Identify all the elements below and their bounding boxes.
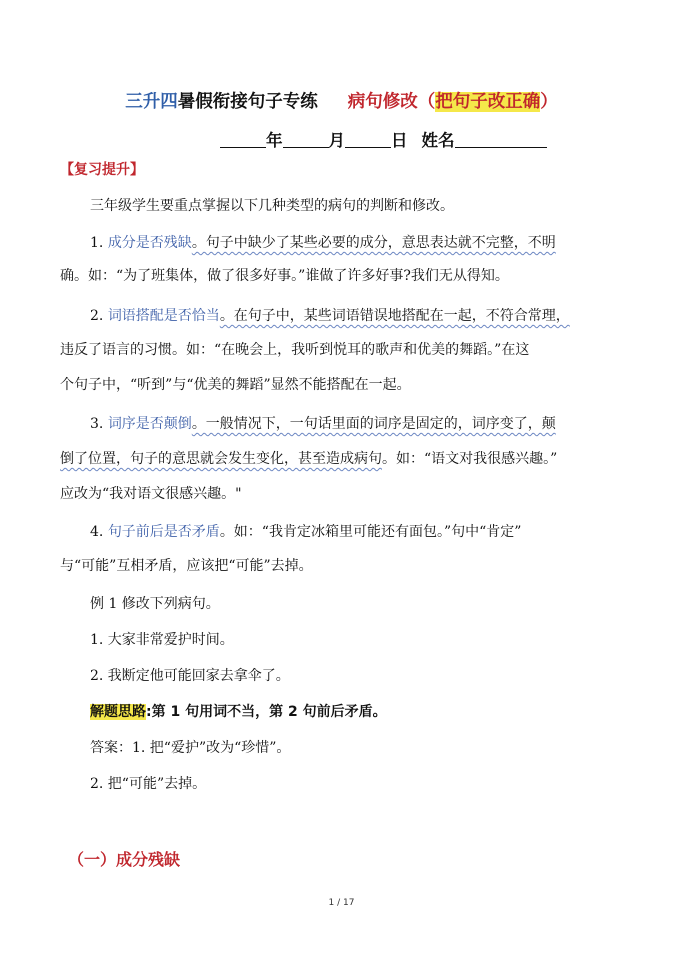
item3-key: 词序是否颠倒 [107, 416, 192, 432]
item3-line2 [60, 449, 557, 470]
title-close: ） [540, 92, 558, 112]
name-label: 姓名 [421, 131, 455, 150]
item4-number: 4. [90, 524, 108, 540]
review-heading: 【复习提升】 [60, 162, 144, 178]
month-blank [283, 131, 329, 148]
item3-text2-wavy: 倒了位置，句子的意思就会发生变化，甚至造成病句 [60, 451, 382, 467]
item4-line1 [90, 522, 521, 543]
date-name-line [220, 127, 547, 151]
item4-line2 [60, 556, 313, 577]
item1-rest: 。句子中缺少了某些必要的成分，意思表达就不完整，不明 [191, 235, 556, 251]
section-heading: （一）成分残缺 [68, 850, 181, 869]
item3-rest: 。一般情况下，一句话里面的词序是固定的，词序变了，颠 [191, 416, 556, 432]
item1-line1 [90, 233, 556, 254]
year-blank [220, 131, 266, 148]
title-highlight: 把句子改正确 [435, 92, 541, 112]
item2-text2: 违反了语言的习惯。如：“在晚会上，我听到悦耳的歌声和优美的舞蹈。”在这 [60, 342, 530, 358]
item3-line3 [60, 484, 242, 505]
item2-rest: 。在句子中，某些词语错误地搭配在一起，不符合常理， [219, 308, 570, 324]
month-label: 月 [328, 131, 345, 150]
item2-line2 [60, 340, 529, 361]
example-q1: 1. 大家非常爱护时间。 [90, 632, 234, 648]
title-subject: 病句修改（ [347, 92, 436, 112]
item1-line2 [60, 266, 509, 287]
item3-text2-rest: 。如：“语文对我很感兴趣。” [382, 451, 558, 467]
example-title: 例 1 修改下列病句。 [90, 596, 220, 612]
intro-text: 三年级学生要重点掌握以下几种类型的病句的判断和修改。 [90, 198, 454, 214]
item3-text3: 应改为“我对语文很感兴趣。" [60, 486, 242, 502]
title-topic: 暑假衔接句子专练 [177, 92, 318, 112]
name-blank [455, 131, 547, 148]
day-label: 日 [391, 131, 408, 150]
item2-key: 词语搭配是否恰当 [107, 308, 220, 324]
answer-1: 答案：1. 把“爱护”改为“珍惜”。 [90, 740, 291, 756]
page-title [0, 88, 683, 113]
item2-line1 [90, 306, 570, 327]
hint-label: 解题思路 [90, 704, 146, 720]
item2-text3: 个句子中，“听到”与“优美的舞蹈”显然不能搭配在一起。 [60, 377, 411, 393]
item2-number: 2. [90, 308, 108, 324]
example-hint [90, 702, 387, 723]
page-number: 1 / 17 [328, 898, 355, 908]
item3-line1 [90, 414, 556, 435]
day-blank [345, 131, 391, 148]
hint-text: :第 1 句用词不当，第 2 句前后矛盾。 [146, 704, 387, 720]
item3-number: 3. [90, 416, 108, 432]
item1-number: 1. [90, 235, 108, 251]
item4-key: 句子前后是否矛盾 [107, 524, 220, 540]
item4-text2: 与“可能”互相矛盾，应该把“可能”去掉。 [60, 558, 313, 574]
item1-key: 成分是否残缺 [107, 235, 192, 251]
example-q2: 2. 我断定他可能回家去拿伞了。 [90, 668, 290, 684]
item2-line3 [60, 375, 411, 396]
year-label: 年 [266, 131, 283, 150]
item1-text: 确。如：“为了班集体，做了很多好事。”谁做了许多好事?我们无从得知。 [60, 268, 509, 284]
title-grade: 三升四 [125, 92, 178, 112]
answer-2: 2. 把“可能”去掉。 [90, 776, 207, 792]
item4-rest: 。如：“我肯定冰箱里可能还有面包。”句中“肯定” [219, 524, 522, 540]
